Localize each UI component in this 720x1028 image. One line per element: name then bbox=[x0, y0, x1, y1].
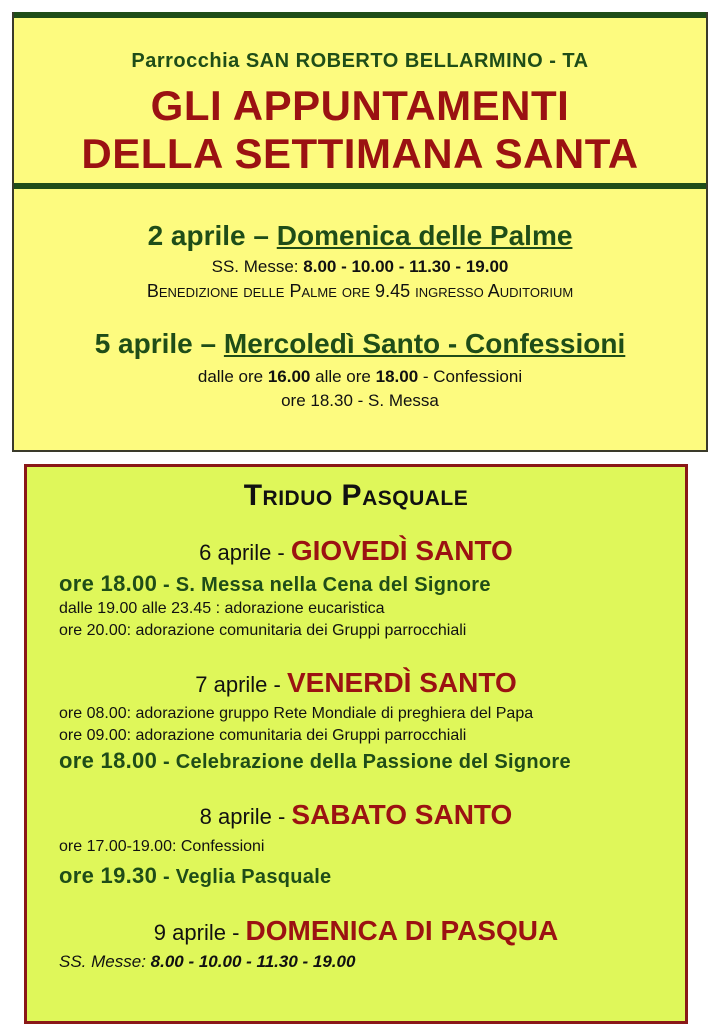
saturday-heading bbox=[27, 799, 685, 831]
title-line-2: DELLA SETTIMANA SANTA bbox=[81, 130, 639, 177]
palm-blessing: Benedizione delle Palme ore 9.45 ingresso Auditorium bbox=[146, 281, 574, 301]
title-line-1: GLI APPUNTAMENTI bbox=[150, 82, 570, 129]
text: dalle ore bbox=[197, 367, 264, 386]
masses-label: SS. Messe: bbox=[59, 952, 146, 971]
triduo-title: Triduo Pasquale bbox=[243, 479, 469, 512]
friday-date: 7 aprile - bbox=[195, 672, 281, 697]
friday-line-2: ore 09.00: adorazione comunitaria dei Gruppi parrocchiali bbox=[59, 727, 467, 744]
holy-wednesday-date: 5 aprile – bbox=[94, 328, 217, 359]
time: ore 18.00 bbox=[59, 571, 158, 596]
saturday-main bbox=[59, 863, 331, 889]
holy-wednesday-line-2: ore 18.30 - S. Messa bbox=[281, 391, 439, 410]
masses-times: 8.00 - 10.00 - 11.30 - 19.00 bbox=[303, 257, 509, 276]
text: alle ore bbox=[315, 367, 371, 386]
triduo-panel bbox=[24, 464, 688, 1024]
text: - S. Messa nella Cena del Signore bbox=[162, 574, 491, 596]
masses-times: 8.00 - 10.00 - 11.30 - 19.00 bbox=[150, 952, 356, 971]
holy-wednesday-heading bbox=[14, 328, 706, 360]
time: ore 19.30 bbox=[59, 863, 158, 888]
friday-main bbox=[59, 748, 571, 774]
title-divider bbox=[14, 183, 706, 189]
time: 16.00 bbox=[267, 367, 311, 386]
parish-name: Parrocchia SAN ROBERTO BELLARMINO - TA bbox=[131, 50, 589, 72]
saturday-date: 8 aprile - bbox=[199, 804, 286, 829]
text: - Veglia Pasquale bbox=[162, 866, 332, 888]
friday-line-1: ore 08.00: adorazione gruppo Rete Mondiale di preghiera del Papa bbox=[59, 705, 534, 722]
thursday-date: 6 aprile - bbox=[199, 540, 285, 565]
top-panel bbox=[12, 12, 708, 452]
palm-sunday-masses bbox=[14, 257, 706, 277]
saturday-name: SABATO SANTO bbox=[291, 799, 513, 830]
sunday-name: DOMENICA DI PASQUA bbox=[245, 915, 559, 946]
sunday-date: 9 aprile - bbox=[153, 920, 240, 945]
text: - Confessioni bbox=[422, 367, 523, 386]
palm-sunday-name: Domenica delle Palme bbox=[276, 220, 573, 251]
palm-sunday-heading bbox=[14, 220, 706, 252]
thursday-name: GIOVEDÌ SANTO bbox=[290, 535, 513, 566]
saturday-line-1: ore 17.00-19.00: Confessioni bbox=[59, 838, 265, 855]
holy-wednesday-name: Mercoledì Santo - Confessioni bbox=[223, 328, 626, 359]
thursday-main bbox=[59, 571, 491, 597]
text: - Celebrazione della Passione del Signore bbox=[162, 751, 571, 773]
sunday-masses bbox=[59, 952, 355, 972]
thursday-line-3: ore 20.00: adorazione comunitaria dei Gruppi parrocchiali bbox=[59, 622, 467, 639]
friday-name: VENERDÌ SANTO bbox=[286, 667, 517, 698]
sunday-heading bbox=[27, 915, 685, 947]
palm-sunday-date: 2 aprile – bbox=[147, 220, 269, 251]
time: ore 18.00 bbox=[59, 748, 158, 773]
time: 18.00 bbox=[375, 367, 419, 386]
friday-heading bbox=[27, 667, 685, 699]
holy-wednesday-line-1 bbox=[14, 367, 706, 387]
thursday-line-2: dalle 19.00 alle 23.45 : adorazione eucaristica bbox=[59, 600, 385, 617]
top-divider bbox=[14, 12, 706, 18]
masses-label: SS. Messe: bbox=[211, 257, 299, 276]
thursday-heading bbox=[27, 535, 685, 567]
